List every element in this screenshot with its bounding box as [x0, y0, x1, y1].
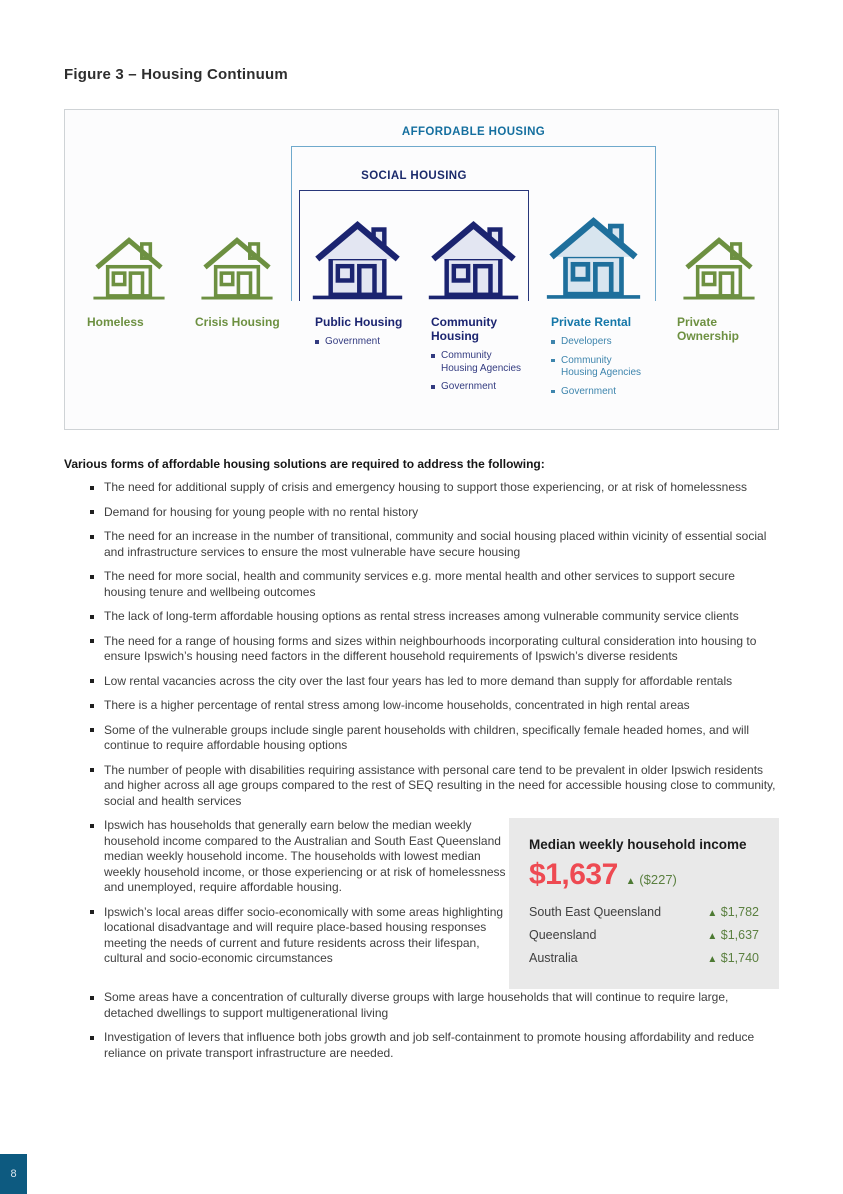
category-label: Community Housing — [431, 315, 497, 343]
house-icon — [200, 234, 274, 301]
category-label: Crisis Housing — [195, 315, 280, 329]
house-icon — [311, 217, 404, 301]
figure-title: Figure 3 – Housing Continuum — [64, 66, 288, 83]
increase-icon: ▲ — [707, 931, 718, 942]
sub-item: Community Housing Agencies — [431, 350, 529, 375]
bullet-item: Ipswich’s local areas differ socio-economically with some areas highlighting locational disadvantage and will require place-based housing responses meeting the needs of current and future residents across their lifespan, cultural and socio-economic circumstances — [90, 905, 508, 967]
sub-item: Government — [551, 386, 649, 399]
stat-row-amount: $1,637 — [720, 928, 759, 942]
category-public-housing — [301, 110, 413, 355]
bullet-list-side — [64, 818, 508, 976]
increase-icon: ▲ — [625, 876, 636, 887]
sub-item: Developers — [551, 336, 649, 349]
house-icon — [682, 234, 756, 301]
category-label: Public Housing — [315, 315, 403, 329]
median-income-panel — [509, 818, 779, 989]
bullet-item: There is a higher percentage of rental stress among low-income households, concentrated in high rental areas — [90, 698, 779, 714]
house-wrap — [73, 110, 185, 301]
category-community-housing — [417, 110, 529, 400]
stat-row-value — [707, 928, 759, 944]
house-icon — [427, 217, 520, 301]
category-label: Private Ownership — [677, 315, 740, 343]
house-wrap — [417, 110, 529, 301]
stat-value: $1,637 — [529, 858, 618, 891]
stat-row-value — [707, 951, 759, 967]
stat-row-label: Queensland — [529, 928, 597, 942]
stat-delta-value: ($227) — [639, 872, 677, 887]
category-sublist — [537, 336, 649, 398]
stat-main — [529, 858, 759, 892]
housing-continuum-diagram — [64, 109, 779, 430]
house-wrap — [663, 110, 775, 301]
house-icon — [545, 213, 642, 301]
affordable-housing-label: AFFORDABLE HOUSING — [401, 126, 546, 138]
bullet-list-bottom — [64, 990, 779, 1061]
sub-item: Government — [431, 381, 529, 394]
category-label: Private Rental — [551, 315, 632, 329]
bullet-item: The number of people with disabilities requiring assistance with personal care tend to be prevalent in older Ipswich residents and higher across all age groups compared to the rest of SEQ resulting in the need for accessible housing close to community, social and health services — [90, 763, 779, 810]
stat-row-value — [707, 905, 759, 921]
bullet-item: Demand for housing for young people with no rental history — [90, 505, 779, 521]
bullet-item: The need for more social, health and community services e.g. more mental health and other services to support secure housing tenure and wellbeing outcomes — [90, 569, 779, 600]
category-private-rental — [537, 110, 649, 404]
bullet-item: Low rental vacancies across the city over the last four years has led to more demand than supply for affordable rentals — [90, 674, 779, 690]
stat-rows — [529, 905, 759, 967]
bullet-item: The need for a range of housing forms and sizes within neighbourhoods incorporating cultural consideration into housing to ensure Ipswich’s housing need factors in the different household requirements of Ipswich’s diverse residents — [90, 634, 779, 665]
stat-row-amount: $1,740 — [720, 951, 759, 965]
category-crisis-housing — [181, 110, 293, 329]
category-sublist — [301, 336, 413, 349]
increase-icon: ▲ — [707, 908, 718, 919]
stat-row-label: Australia — [529, 951, 578, 965]
increase-icon: ▲ — [707, 954, 718, 965]
bullet-item: Ipswich has households that generally earn below the median weekly household income compared to the Australian and South East Queensland median weekly household income. The households with lowest median weekly household income, or those experiencing or at risk of homelessness and unemployed, require affordable housing. — [90, 818, 508, 896]
category-label: Homeless — [87, 315, 144, 329]
sub-item: Government — [315, 336, 413, 349]
bullet-item: The need for an increase in the number of transitional, community and social housing placed within vicinity of essential social and infrastructure services to ensure the most vulnerable have secure housing — [90, 529, 779, 560]
category-homeless — [73, 110, 185, 329]
section-intro: Various forms of affordable housing solutions are required to address the following: — [64, 457, 545, 471]
house-wrap — [301, 110, 413, 301]
bullet-item: Some of the vulnerable groups include single parent households with children, specifically female headed homes, and will continue to require affordable housing options — [90, 723, 779, 754]
category-sublist — [417, 350, 529, 394]
stat-delta — [626, 872, 677, 887]
sub-item: Community Housing Agencies — [551, 355, 649, 380]
stat-row-amount: $1,782 — [720, 905, 759, 919]
stat-row — [529, 905, 759, 921]
bullets-and-stat-row — [64, 818, 779, 989]
stat-row — [529, 951, 759, 967]
stat-title: Median weekly household income — [529, 837, 747, 852]
house-wrap — [181, 110, 293, 301]
social-housing-label: SOCIAL HOUSING — [361, 170, 467, 182]
bullet-item: The need for additional supply of crisis and emergency housing to support those experiencing, or at risk of homelessness — [90, 480, 779, 496]
bullet-item: Some areas have a concentration of culturally diverse groups with large households that will continue to require large, detached dwellings to support multigenerational living — [90, 990, 779, 1021]
house-icon — [92, 234, 166, 301]
category-private-ownership — [663, 110, 775, 343]
house-wrap — [537, 110, 649, 301]
page-number-box — [0, 1154, 27, 1194]
bullet-item: The lack of long-term affordable housing options as rental stress increases among vulnerable community service clients — [90, 609, 779, 625]
stat-row-label: South East Queensland — [529, 905, 662, 919]
stat-row — [529, 928, 759, 944]
page-number: 8 — [10, 1168, 17, 1180]
bullet-list-top — [64, 480, 779, 809]
bullet-item: Investigation of levers that influence both jobs growth and job self-containment to promote housing affordability and reduce reliance on private transport infrastructure are needed. — [90, 1030, 779, 1061]
